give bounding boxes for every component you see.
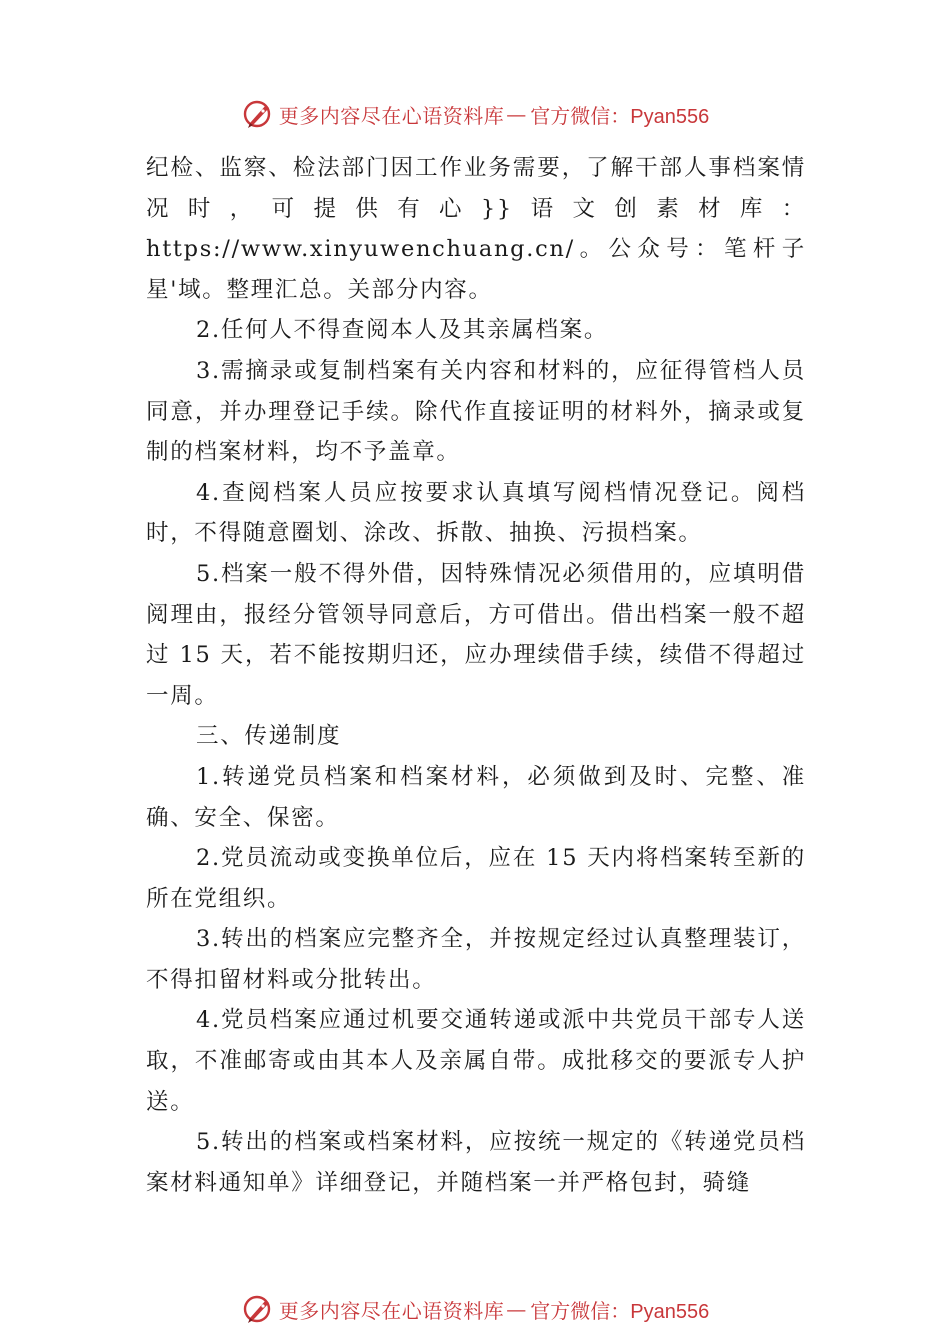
header-wechat-text: 官方微信：Pyan556 (530, 105, 710, 128)
footer-brand-text: 更多内容尽在心语资料库 (278, 1298, 505, 1323)
header-brand-text: 更多内容尽在心语资料库 (278, 103, 505, 128)
footer-banner (0, 1289, 950, 1329)
footer-separator: — (506, 1297, 527, 1321)
paragraph: 2.任何人不得查阅本人及其亲属档案。 (196, 317, 609, 344)
pen-logo-icon (241, 1292, 275, 1326)
pen-logo-icon (241, 97, 275, 131)
document-body (146, 148, 806, 1203)
paragraph: 4.查阅档案人员应按要求认真填写阅档情况登记。阅档时，不得随意圈划、涂改、拆散、抽换、污损档案。 (146, 479, 806, 547)
paragraph: 纪检、监察、检法部门因工作业务需要，了解干部人事档案情况时，可提供有心}}语文创素材库：https://www.xinyuwenchuang.cn/。公众号：笔杆子星'域。整理汇总。关部分内容。 (146, 155, 806, 303)
paragraph: 3.转出的档案应完整齐全，并按规定经过认真整理装订，不得扣留材料或分批转出。 (146, 926, 806, 993)
section-heading: 三、传递制度 (196, 723, 342, 750)
paragraph: 4.党员档案应通过机要交通转递或派中共党员干部专人送取，不准邮寄或由其本人及亲属自带。成批移交的要派专人护送。 (146, 1007, 806, 1115)
header-separator: — (506, 102, 527, 126)
paragraph: 2.党员流动或变换单位后，应在 15 天内将档案转至新的所在党组织。 (146, 845, 806, 912)
paragraph: 5.档案一般不得外借，因特殊情况必须借用的，应填明借阅理由，报经分管领导同意后，方可借出。借出档案一般不超过 15 天，若不能按期归还，应办理续借手续，续借不得超过一周。 (146, 560, 806, 709)
footer-wechat-text: 官方微信：Pyan556 (530, 1300, 710, 1323)
paragraph: 5.转出的档案或档案材料，应按统一规定的《转递党员档案材料通知单》详细登记，并随档案一并严格包封，骑缝 (146, 1129, 806, 1196)
paragraph: 1.转递党员档案和档案材料，必须做到及时、完整、准确、安全、保密。 (146, 763, 806, 831)
header-banner (0, 94, 950, 134)
paragraph: 3.需摘录或复制档案有关内容和材料的，应征得管档人员同意，并办理登记手续。除代作直接证明的材料外，摘录或复制的档案材料，均不予盖章。 (146, 357, 806, 466)
